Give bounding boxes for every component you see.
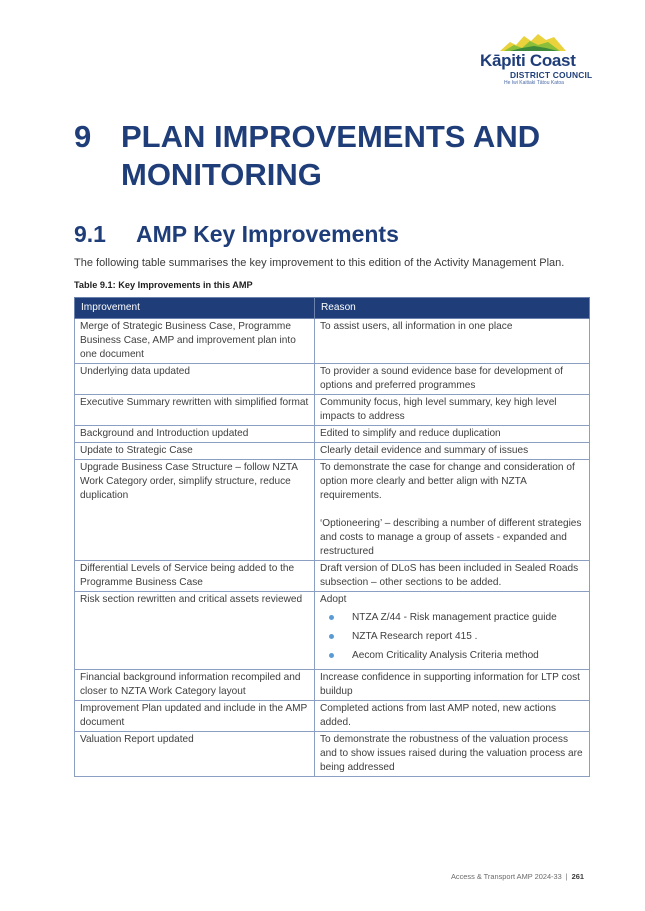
improvement-cell: Executive Summary rewritten with simplified format <box>75 395 315 426</box>
table-row <box>75 364 590 395</box>
bullet-icon <box>329 653 334 658</box>
table-row <box>75 443 590 460</box>
chapter-heading <box>74 118 614 194</box>
reason-text: Adopt <box>320 594 347 605</box>
reason-cell: Draft version of DLoS has been included in Sealed Roads subsection – other sections to be added. <box>315 561 590 592</box>
table-row <box>75 561 590 592</box>
footer-document-title: Access & Transport AMP 2024-33 <box>450 872 562 881</box>
table-row <box>75 732 590 777</box>
logo-tagline: He Iwi Kaitiaki Tātou Katoa <box>504 80 564 86</box>
bullet-text: Aecom Criticality Analysis Criteria method <box>352 650 539 661</box>
reason-cell: To provider a sound evidence base for development of options and preferred programmes <box>315 364 590 395</box>
table-row <box>75 395 590 426</box>
bullet-icon <box>329 634 334 639</box>
bullet-text: NTZA Z/44 - Risk management practice guide <box>352 612 557 623</box>
reason-cell: Edited to simplify and reduce duplication <box>315 426 590 443</box>
logo-brand: Kāpiti Coast <box>480 51 576 70</box>
improvement-cell: Risk section rewritten and critical assets reviewed <box>75 592 315 670</box>
improvement-cell: Merge of Strategic Business Case, Programme Business Case, AMP and improvement plan into one document <box>75 319 315 364</box>
reason-cell: To assist users, all information in one place <box>315 319 590 364</box>
reason-cell: Increase confidence in supporting information for LTP cost buildup <box>315 670 590 701</box>
table-row <box>75 592 590 670</box>
section-heading <box>74 220 594 248</box>
chapter-number: 9 <box>74 119 92 154</box>
reason-extra-text: ‘Optioneering’ – describing a number of different strategies and costs to manage a group of assets - expanded and restructured <box>320 518 582 557</box>
reason-text: To demonstrate the case for change and consideration of option more clearly and better align with NZTA requirements. <box>320 462 575 501</box>
chapter-title: PLAN IMPROVEMENTS AND MONITORING <box>121 119 541 192</box>
improvement-cell: Background and Introduction updated <box>75 426 315 443</box>
intro-paragraph: The following table summarises the key improvement to this edition of the Activity Management Plan. <box>74 257 565 269</box>
section-title: AMP Key Improvements <box>136 221 399 247</box>
reason-cell: To demonstrate the robustness of the valuation process and to show issues raised during the valuation process are being addressed <box>315 732 590 777</box>
reason-cell: Clearly detail evidence and summary of issues <box>315 443 590 460</box>
reason-cell: Completed actions from last AMP noted, new actions added. <box>315 701 590 732</box>
bullet-text: NZTA Research report 415 . <box>352 631 478 642</box>
improvement-cell: Underlying data updated <box>75 364 315 395</box>
improvement-cell: Valuation Report updated <box>75 732 315 777</box>
table-row <box>75 426 590 443</box>
table-caption: Table 9.1: Key Improvements in this AMP <box>74 280 253 290</box>
improvement-cell: Update to Strategic Case <box>75 443 315 460</box>
table-row <box>75 670 590 701</box>
column-header-improvement: Improvement <box>75 298 315 319</box>
list-item <box>320 630 584 644</box>
improvement-cell: Differential Levels of Service being added to the Programme Business Case <box>75 561 315 592</box>
table-row <box>75 701 590 732</box>
page-number: 261 <box>571 872 584 881</box>
reason-cell <box>315 460 590 561</box>
column-header-reason: Reason <box>315 298 590 319</box>
section-number: 9.1 <box>74 221 106 247</box>
page-footer <box>451 872 584 881</box>
table-row <box>75 319 590 364</box>
mountain-logo-icon <box>500 33 566 51</box>
reason-cell: Community focus, high level summary, key high level impacts to address <box>315 395 590 426</box>
list-item <box>320 611 584 625</box>
bullet-icon <box>329 615 334 620</box>
footer-separator: | <box>565 872 568 881</box>
list-item <box>320 649 584 663</box>
improvements-table <box>74 297 590 777</box>
table-row <box>75 460 590 561</box>
improvement-cell: Financial background information recompiled and closer to NZTA Work Category layout <box>75 670 315 701</box>
council-logo <box>475 33 595 87</box>
improvement-cell: Upgrade Business Case Structure – follow NZTA Work Category order, simplify structure, reduce duplication <box>75 460 315 561</box>
reason-bullet-list <box>320 611 584 663</box>
improvement-cell: Improvement Plan updated and include in the AMP document <box>75 701 315 732</box>
table-header-row <box>75 298 590 319</box>
logo-council: DISTRICT COUNCIL <box>510 70 593 80</box>
reason-cell <box>315 592 590 670</box>
